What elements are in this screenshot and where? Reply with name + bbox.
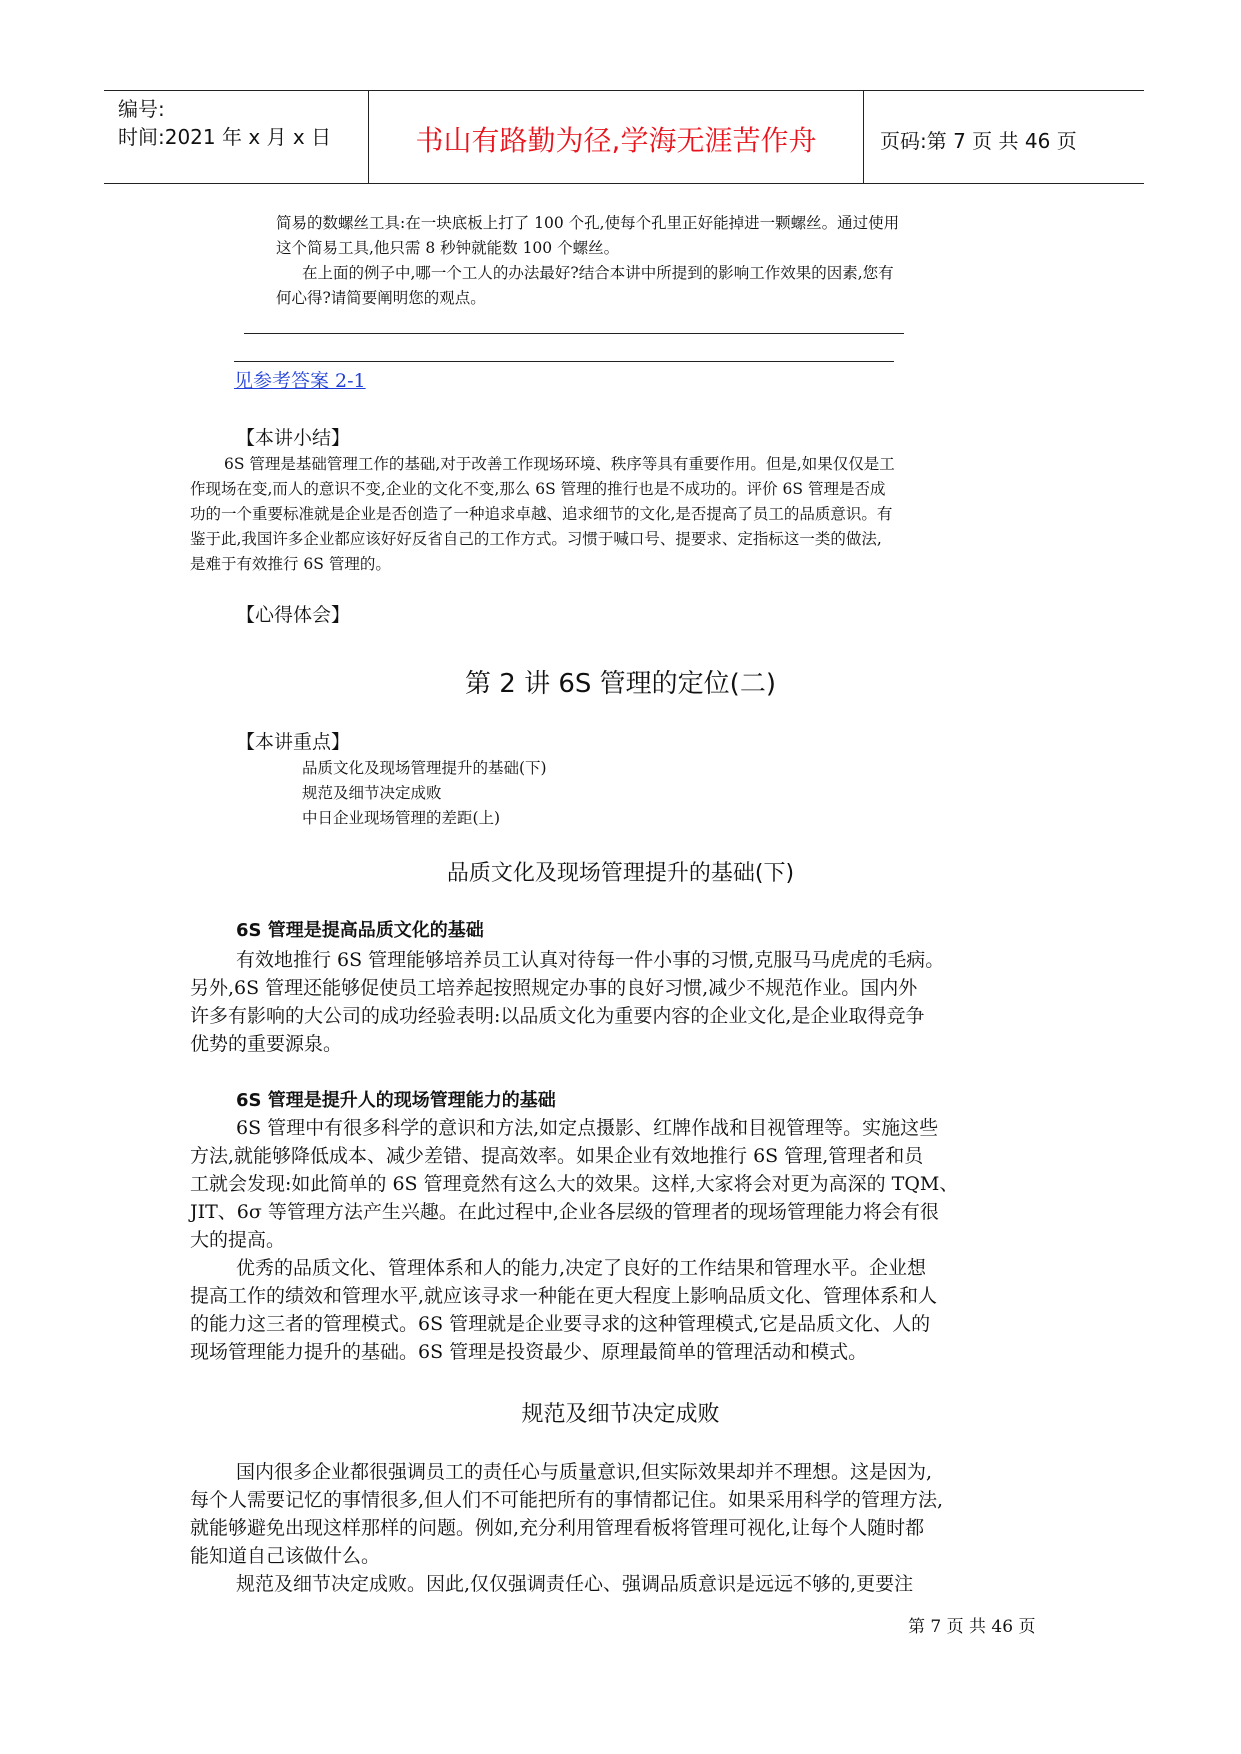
section1-sub2: 6S 管理是提升人的现场管理能力的基础 [236,1090,556,1111]
summary-line: 鉴于此,我国许多企业都应该好好反省自己的工作方式。习惯于喊口号、提要求、定指标这一类的做法, [190,530,882,548]
page-footer: 第 7 页 共 46 页 [908,1617,1036,1637]
key-point: 中日企业现场管理的差距(上) [302,809,501,827]
para-line: 能知道自己该做什么。 [190,1545,381,1567]
answer-link[interactable]: 见参考答案 2-1 [234,370,366,392]
para-line: 优秀的品质文化、管理体系和人的能力,决定了良好的工作结果和管理水平。企业想 [236,1257,927,1279]
serial-label: 编号: [118,97,165,121]
time-label: 时间:2021 年 x 月 x 日 [118,125,332,149]
para-line: 另外,6S 管理还能够促使员工培养起按照规定办事的良好习惯,减少不规范作业。国内外 [190,977,918,999]
para-line: 6S 管理中有很多科学的意识和方法,如定点摄影、红牌作战和目视管理等。实施这些 [236,1117,939,1139]
para-line: 规范及细节决定成败。因此,仅仅强调责任心、强调品质意识是远远不够的,更要注 [236,1573,914,1595]
intro-line: 在上面的例子中,哪一个工人的办法最好?结合本讲中所提到的影响工作效果的因素,您有 [302,264,894,282]
section1-title: 品质文化及现场管理提升的基础(下) [446,861,795,886]
section1-sub1: 6S 管理是提高品质文化的基础 [236,920,484,941]
answer-blank-line [234,361,894,362]
intro-line: 何心得?请简要阐明您的观点。 [276,289,486,307]
para-line: 现场管理能力提升的基础。6S 管理是投资最少、原理最简单的管理活动和模式。 [190,1341,868,1363]
para-line: 方法,就能够降低成本、减少差错、提高效率。如果企业有效地推行 6S 管理,管理者和员 [190,1145,924,1167]
intro-line: 简易的数螺丝工具:在一块底板上打了 100 个孔,使每个孔里正好能掉进一颗螺丝。通过使用 [276,214,900,232]
summary-line: 6S 管理是基础管理工作的基础,对于改善工作现场环境、秩序等具有重要作用。但是,如果仅仅是工 [224,455,895,473]
para-line: 提高工作的绩效和管理水平,就应该寻求一种能在更大程度上影响品质文化、管理体系和人 [190,1285,938,1307]
reflection-heading: 【心得体会】 [236,604,351,626]
header-page-cell [864,91,1144,183]
para-line: 大的提高。 [190,1229,286,1251]
intro-line: 这个简易工具,他只需 8 秒钟就能数 100 个螺丝。 [276,239,620,257]
para-line: 每个人需要记忆的事情很多,但人们不可能把所有的事情都记住。如果采用科学的管理方法, [190,1489,944,1511]
key-point: 品质文化及现场管理提升的基础(下) [302,759,547,777]
para-line: JIT、6σ 等管理方法产生兴趣。在此过程中,企业各层级的管理者的现场管理能力将会有很 [190,1201,939,1223]
para-line: 优势的重要源泉。 [190,1033,343,1055]
header-motto-cell [369,91,864,183]
summary-line: 是难于有效推行 6S 管理的。 [190,555,391,573]
summary-line: 作现场在变,而人的意识不变,企业的文化不变,那么 6S 管理的推行也是不成功的。评价 6S 管理是否成 [190,480,886,498]
key-points-heading: 【本讲重点】 [236,731,351,753]
motto: 书山有路勤为径,学海无涯苦作舟 [415,124,817,157]
lecture-title: 第 2 讲 6S 管理的定位(二) [465,669,776,699]
answer-blank-line [244,333,904,334]
para-line: 工就会发现:如此简单的 6S 管理竟然有这么大的效果。这样,大家将会对更为高深的 TQM、 [190,1173,959,1195]
section2-title: 规范及细节决定成败 [521,1402,720,1427]
header-info-cell [104,91,369,183]
para-line: 国内很多企业都很强调员工的责任心与质量意识,但实际效果却并不理想。这是因为, [236,1461,933,1483]
header-table [104,90,1144,184]
summary-heading: 【本讲小结】 [236,427,351,449]
para-line: 就能够避免出现这样那样的问题。例如,充分利用管理看板将管理可视化,让每个人随时都 [190,1517,925,1539]
summary-line: 功的一个重要标准就是企业是否创造了一种追求卓越、追求细节的文化,是否提高了员工的品质意识。有 [190,505,893,523]
para-line: 的能力这三者的管理模式。6S 管理就是企业要寻求的这种管理模式,它是品质文化、人的 [190,1313,931,1335]
key-point: 规范及细节决定成败 [302,784,442,802]
para-line: 有效地推行 6S 管理能够培养员工认真对待每一件小事的习惯,克服马马虎虎的毛病。 [236,949,945,971]
para-line: 许多有影响的大公司的成功经验表明:以品质文化为重要内容的企业文化,是企业取得竞争 [190,1005,925,1027]
page-label: 页码:第 7 页 共 46 页 [880,129,1077,153]
